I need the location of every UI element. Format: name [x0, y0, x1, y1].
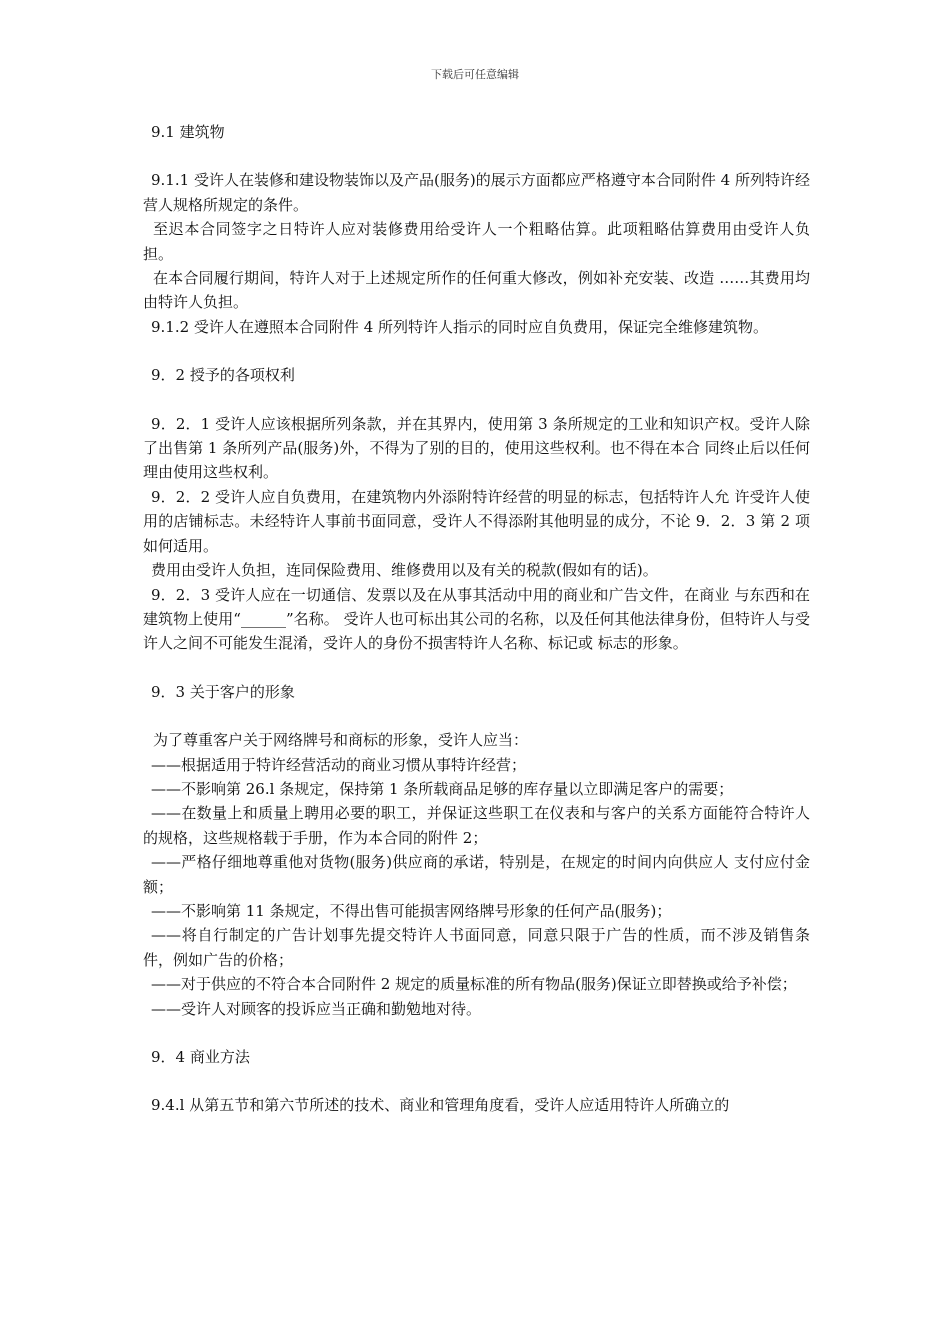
- list-item: ——在数量上和质量上聘用必要的职工，并保证这些职工在仪表和与客户的关系方面能符合特许人的规格，这些规格载于手册，作为本合同的附件 2；: [143, 804, 810, 847]
- section-heading-9-4: 9．4 商业方法: [151, 1048, 250, 1066]
- list-item: ——严格仔细地尊重他对货物(服务)供应商的承诺，特别是，在规定的时间内向供应人 支付应付金额；: [143, 853, 810, 896]
- paragraph: 9.4.l 从第五节和第六节所述的技术、商业和管理角度看，受许人应适用特许人所确立的: [151, 1096, 730, 1115]
- section-heading-9-3: 9．3 关于客户的形象: [151, 682, 295, 701]
- page-header: 下载后可任意编辑: [431, 68, 519, 81]
- list-item: ——对于供应的不符合本合同附件 2 规定的质量标准的所有物品(服务)保证立即替换或给予补偿；: [151, 975, 797, 994]
- paragraph: 9.1.2 受许人在遵照本合同附件 4 所列特许人指示的同时应自负费用，保证完全维修建筑物。: [151, 317, 769, 336]
- paragraph: 至迟本合同签字之日特许人应对装修费用给受许人一个粗略估算。此项粗略估算费用由受许人负担。: [143, 220, 810, 263]
- section-heading-9-1: 9.1 建筑物: [151, 123, 225, 141]
- paragraph: 在本合同履行期间，特许人对于上述规定所作的任何重大修改，例如补充安装、改造 ……其费用均由特许人负担。: [143, 269, 810, 312]
- paragraph: 9．2．3 受许人应在一切通信、发票以及在从事其活动中用的商业和广告文件，在商业 与东西和在建筑物上使用“______”名称。 受许人也可标出其公司的名称，以及任何其他法律身份，但特许人与受许人之间不可能发生混淆，受许人的身份不损害特许人名称、标记或 标志的形象。: [143, 585, 810, 653]
- paragraph: 9．2．2 受许人应自负费用，在建筑物内外添附特许经营的明显的标志，包括特许人允 许受许人使用的店铺标志。未经特许人事前书面同意，受许人不得添附其他明显的成分，不论 9．2．3 第 2 项如何适用。: [143, 487, 810, 555]
- paragraph: 9．2．1 受许人应该根据所列条款，并在其界内，使用第 3 条所规定的工业和知识产权。受许人除了出售第 1 条所列产品(服务)外，不得为了别的目的，使用这些权利。也不得在本合 同终止后以任何理由使用这些权利。: [143, 414, 810, 482]
- list-item: ——根据适用于特许经营活动的商业习惯从事特许经营；: [151, 755, 527, 774]
- list-item: ——将自行制定的广告计划事先提交特许人书面同意，同意只限于广告的性质，而不涉及销售条件，例如广告的价格；: [143, 926, 810, 969]
- section-heading-9-2: 9．2 授予的各项权利: [151, 366, 295, 385]
- list-item: ——不影响第 26.l 条规定，保持第 1 条所载商品足够的库存量以立即满足客户的需要；: [151, 779, 734, 798]
- list-item: ——不影响第 11 条规定，不得出售可能损害网络牌号形象的任何产品(服务)；: [151, 901, 672, 920]
- document-body: [143, 120, 810, 1118]
- paragraph: 费用由受许人负担，连同保险费用、维修费用以及有关的税款(假如有的话)。: [151, 561, 658, 580]
- list-item: ——受许人对顾客的投诉应当正确和勤勉地对待。: [151, 999, 482, 1018]
- paragraph: 9.1.1 受许人在装修和建设物装饰以及产品(服务)的展示方面都应严格遵守本合同附件 4 所列特许经营人规格所规定的条件。: [143, 171, 810, 214]
- paragraph: 为了尊重客户关于网络牌号和商标的形象，受许人应当：: [153, 731, 529, 750]
